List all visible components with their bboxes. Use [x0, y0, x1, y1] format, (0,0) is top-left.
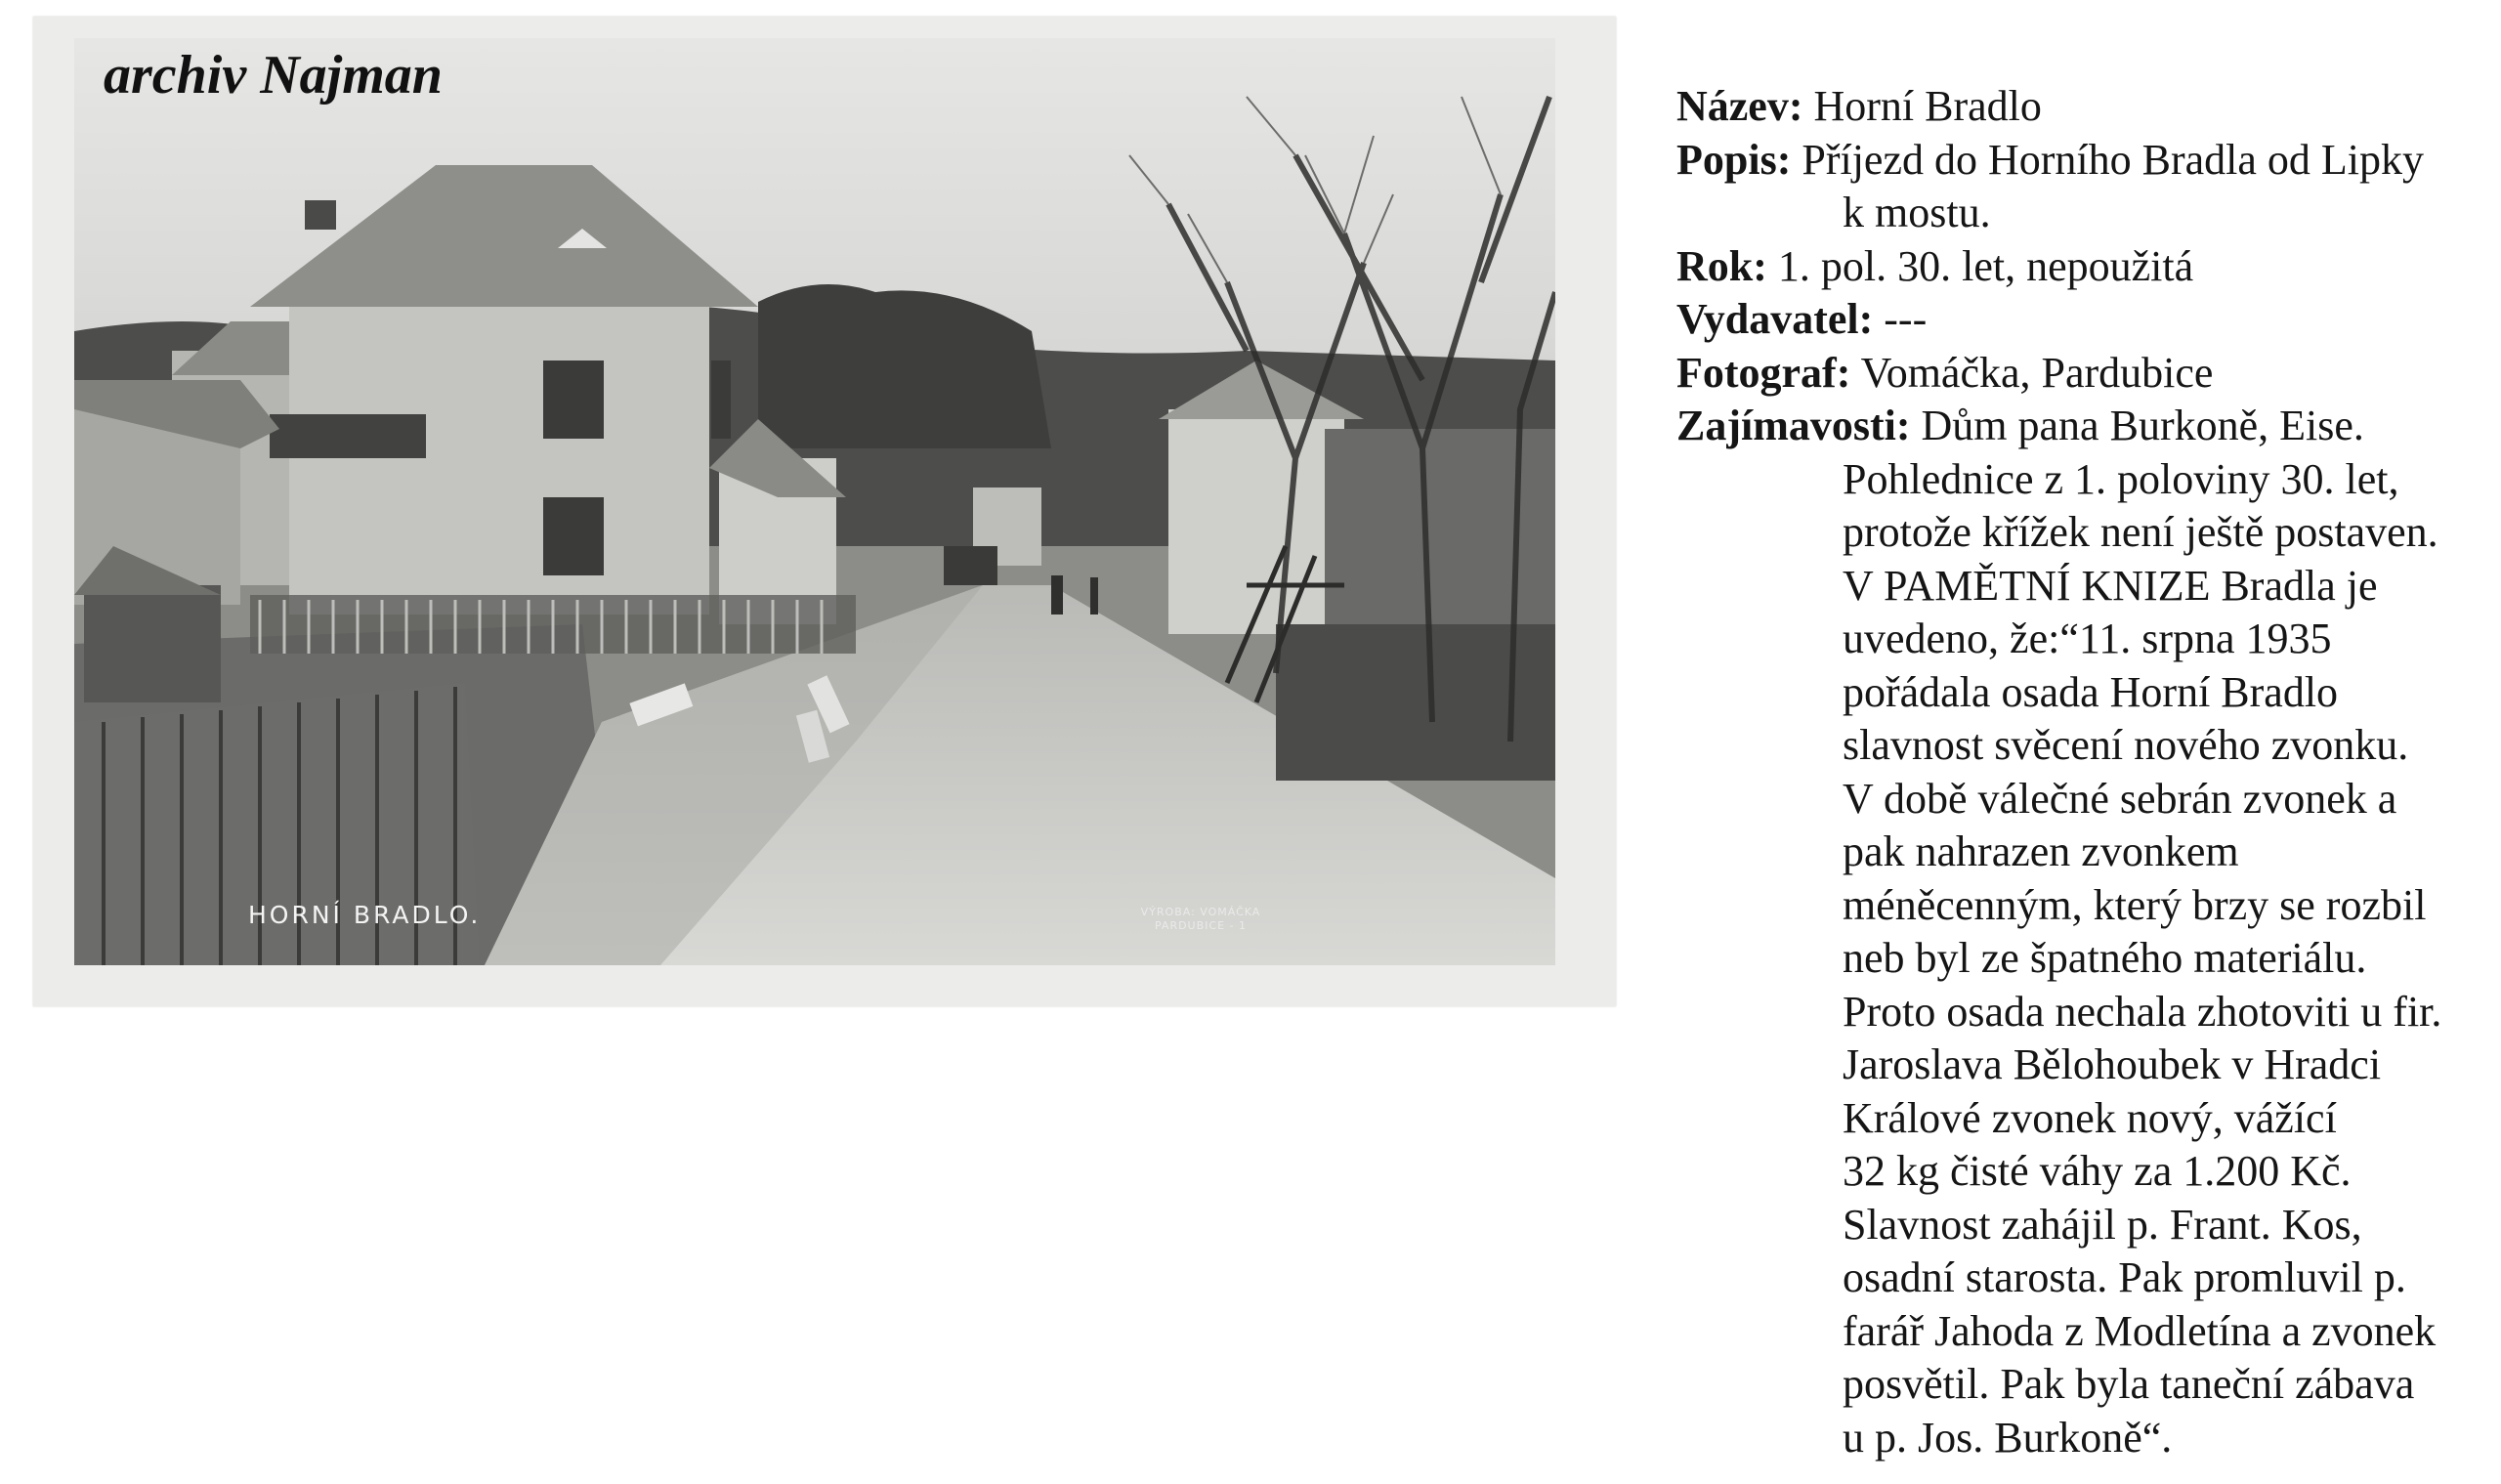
zajimavosti-line: farář Jahoda z Modletína a zvonek	[1843, 1306, 2437, 1355]
zajimavosti-line: Slavnost zahájil p. Frant. Kos,	[1843, 1200, 2362, 1249]
zajimavosti-line: uvedeno, že:“11. srpna 1935	[1843, 615, 2332, 662]
zajimavosti-line: pak nahrazen zvonkem	[1843, 827, 2239, 875]
archive-watermark: archiv Najman	[104, 45, 443, 106]
zajimavosti-line: neb byl ze špatného materiálu.	[1843, 934, 2367, 982]
vydavatel-value: ---	[1884, 295, 1928, 343]
vydavatel-label: Vydavatel:	[1676, 295, 1874, 343]
zajimavosti-line: posvětil. Pak byla taneční zábava	[1843, 1360, 2415, 1408]
nazev-label: Název:	[1676, 82, 1803, 130]
zajimavosti-line: pořádala osada Horní Bradlo	[1843, 667, 2339, 716]
nazev-value: Horní Bradlo	[1813, 82, 2042, 130]
popis-value: Příjezd do Horního Bradla od Lipky	[1802, 135, 2425, 184]
zajimavosti-label: Zajímavosti:	[1676, 402, 1911, 449]
postcard	[33, 17, 1616, 1006]
popis-label: Popis:	[1676, 135, 1792, 184]
zajimavosti-line: Králové zvonek nový, vážící	[1843, 1093, 2337, 1142]
zajimavosti-first-line: Dům pana Burkoně, Eise.	[1921, 402, 2364, 449]
nazev-row	[1676, 80, 2497, 134]
rok-label: Rok:	[1676, 241, 1767, 290]
vydavatel-row	[1676, 293, 2497, 347]
zajimavosti-line: Pohlednice z 1. poloviny 30. let,	[1843, 454, 2399, 503]
photo-caption: HORNÍ BRADLO.	[248, 901, 482, 929]
popis-value-continued: k mostu.	[1843, 189, 1991, 236]
photo-credit: VÝROBA: VOMÁČKA PARDUBICE - 1	[1140, 906, 1261, 932]
zajimavosti-text	[1676, 453, 2497, 1465]
zajimavosti-line: osadní starosta. Pak promluvil p.	[1843, 1253, 2406, 1301]
zajimavosti-line: V době válečné sebrán zvonek a	[1843, 774, 2397, 823]
zajimavosti-line: 32 kg čisté váhy za 1.200 Kč.	[1843, 1147, 2352, 1195]
postcard-info-panel	[1676, 80, 2497, 1464]
village-street-photo	[74, 38, 1555, 965]
zajimavosti-line: u p. Jos. Burkoně“.	[1843, 1413, 2173, 1462]
zajimavosti-line: V PAMĚTNÍ KNIZE Bradla je	[1843, 561, 2378, 610]
fotograf-row	[1676, 347, 2497, 401]
fotograf-label: Fotograf:	[1676, 348, 1851, 397]
zajimavosti-line: protože křížek není ještě postaven.	[1843, 508, 2438, 556]
fotograf-value: Vomáčka, Pardubice	[1860, 348, 2214, 397]
zajimavosti-line: Proto osada nechala zhotoviti u fir.	[1843, 987, 2442, 1036]
popis-row	[1676, 134, 2497, 240]
zajimavosti-line: méněcenným, který brzy se rozbil	[1843, 880, 2427, 929]
rok-value: 1. pol. 30. let, nepoužitá	[1777, 241, 2194, 290]
postcard-photo	[74, 38, 1555, 965]
zajimavosti-line: Jaroslava Bělohoubek v Hradci	[1843, 1040, 2382, 1088]
zajimavosti-row	[1676, 400, 2497, 1464]
zajimavosti-line: slavnost svěcení nového zvonku.	[1843, 721, 2409, 769]
rok-row	[1676, 240, 2497, 294]
